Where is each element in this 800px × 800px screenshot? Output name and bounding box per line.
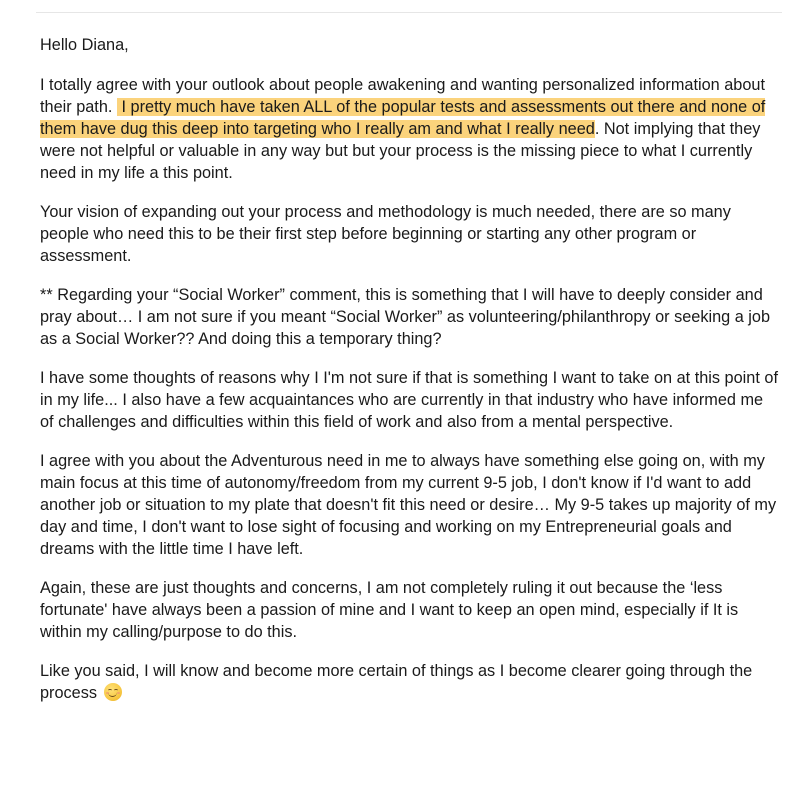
email-body xyxy=(40,34,778,721)
paragraph-4: I have some thoughts of reasons why I I'm not sure if that is something I want to take on at this point of in my life... I also have a few acquaintances who are currently in that industry who have informed me of challenges and difficulties within this field of work and also from a mental perspective. xyxy=(40,369,778,431)
paragraph-3: ** Regarding your “Social Worker” comment, this is something that I will have to deeply consider and pray about… I am not sure if you meant “Social Worker” as volunteering/philanthropy or seeking a job as a Social Worker?? And doing this a temporary thing? xyxy=(40,286,771,348)
paragraph-7 xyxy=(40,660,778,704)
paragraph-2: Your vision of expanding out your process and methodology is much needed, there are so many people who need this to be their first step before beginning or starting any other program or assessment. xyxy=(40,203,731,265)
greeting: Hello Diana, xyxy=(40,36,129,54)
paragraph-1-lead: I totally agree with your outlook about people awakening and wanting personalized information about their path. xyxy=(40,76,765,116)
paragraph-7-text: Like you said, I will know and become more certain of things as I become clearer going through the process xyxy=(40,662,753,702)
paragraph-1 xyxy=(40,74,778,184)
highlighted-text: I pretty much have taken ALL of the popular tests and assessments out there and none of them have dug this deep into targeting who I really am and what I really need xyxy=(40,98,766,138)
top-divider xyxy=(36,12,782,13)
smiling-face-icon xyxy=(104,683,122,701)
paragraph-1-tail: . Not implying that they were not helpful or valuable in any way but but your process is the missing piece to what I currently need in my life a this point. xyxy=(40,120,761,182)
paragraph-5: I agree with you about the Adventurous need in me to always have something else going on, with my main focus at this time of autonomy/freedom from my current 9-5 job, I don't know if I'd want to add another job or situation to my plate that doesn't fit this need or desire… My 9-5 takes up majority of my day and time, I don't want to lose sight of focusing and working on my Entrepreneurial goals and dreams with the little time I have left. xyxy=(40,452,777,558)
paragraph-6: Again, these are just thoughts and concerns, I am not completely ruling it out because the ‘less fortunate' have always been a passion of mine and I want to keep an open mind, especially if It is within my calling/purpose to do this. xyxy=(40,579,739,641)
